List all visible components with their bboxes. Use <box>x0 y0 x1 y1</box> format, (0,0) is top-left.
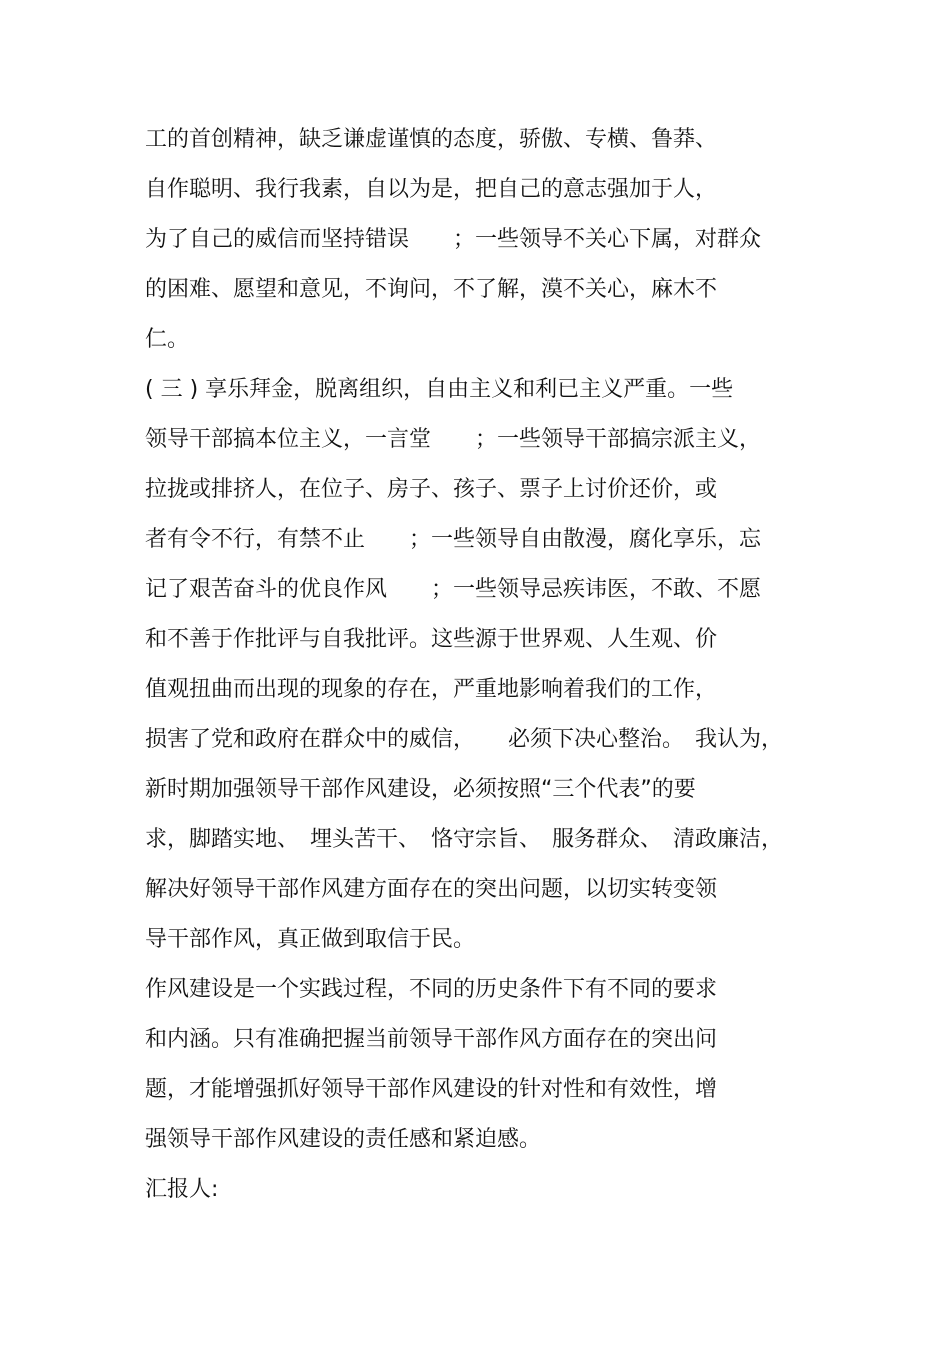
text-line: 和内涵。只有准确把握当前领导干部作风方面存在的突出问 <box>145 1027 718 1052</box>
reporter-label: 汇报人: <box>145 1177 219 1202</box>
text-line: 解决好领导干部作风建方面存在的突出问题，以切实转变领 <box>145 877 718 902</box>
text-line: 为了自己的威信而坚持错误 ；一些领导不关心下属，对群众 <box>145 227 762 252</box>
text-line: 和不善于作批评与自我批评。这些源于世界观、人生观、价 <box>145 627 718 652</box>
text-line: 的困难、愿望和意见，不询问，不了解，漠不关心，麻木不 <box>145 277 718 302</box>
text-line: 新时期加强领导干部作风建设，必须按照“三个代表”的要 <box>145 777 696 802</box>
text-line: 题，才能增强抓好领导干部作风建设的针对性和有效性，增 <box>145 1077 718 1102</box>
text-line: 仁。 <box>145 327 190 352</box>
text-line: 强领导干部作风建设的责任感和紧迫感。 <box>145 1127 542 1152</box>
text-line: 损害了党和政府在群众中的威信， 必须下决心整治。 我认为， <box>145 727 784 752</box>
text-line: 作风建设是一个实践过程，不同的历史条件下有不同的要求 <box>145 977 718 1002</box>
section-heading-line: ( 三 ) 享乐拜金，脱离组织，自由主义和利已主义严重。一些 <box>145 377 734 402</box>
text-line: 者有令不行，有禁不止 ；一些领导自由散漫，腐化享乐，忘 <box>145 527 762 552</box>
text-line: 导干部作风，真正做到取信于民。 <box>145 927 476 952</box>
text-line: 领导干部搞本位主义，一言堂 ；一些领导干部搞宗派主义， <box>145 427 762 452</box>
text-line: 记了艰苦奋斗的优良作风 ；一些领导忌疾讳医，不敢、不愿 <box>145 577 762 602</box>
text-line: 工的首创精神，缺乏谦虚谨慎的态度，骄傲、专横、鲁莽、 <box>145 127 718 152</box>
text-line: 值观扭曲而出现的现象的存在，严重地影响着我们的工作， <box>145 677 718 702</box>
text-line: 拉拢或排挤人，在位子、房子、孩子、票子上讨价还价，或 <box>145 477 718 502</box>
text-line: 自作聪明、我行我素，自以为是，把自己的意志强加于人， <box>145 177 718 202</box>
text-line: 求，脚踏实地、 埋头苦干、 恪守宗旨、 服务群众、 清政廉洁， <box>145 827 784 852</box>
